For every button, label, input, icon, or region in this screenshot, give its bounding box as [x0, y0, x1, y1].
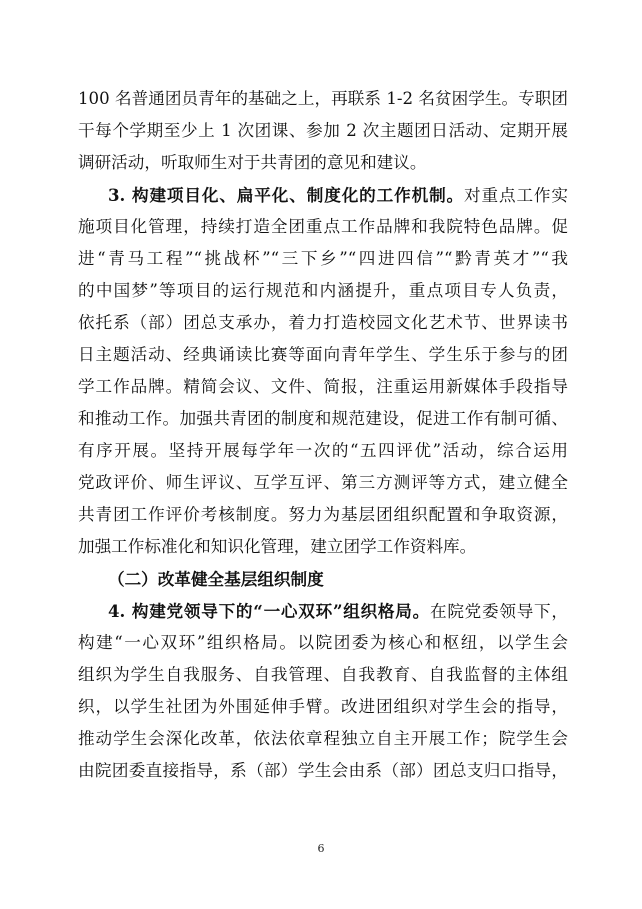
- paragraph-2-line-9: 有序开展。坚持开展每学年一次的“五四评优”活动，综合运用: [78, 441, 568, 460]
- paragraph-1-line-3: 调研活动，听取师生对于共青团的意见和建议。: [78, 153, 427, 172]
- paragraph-3-line-6: 由院团委直接指导，系（部）学生会由系（部）团总支归口指导，: [78, 761, 568, 780]
- paragraph-2-line-6: 日主题活动、经典诵读比赛等面向青年学生、学生乐于参与的团: [78, 345, 568, 364]
- paragraph-2-line-11: 共青团工作评价考核制度。努力为基层团组织配置和争取资源，: [78, 505, 568, 524]
- paragraph-3-heading: 4. 构建党领导下的“一心双环”组织格局。: [108, 601, 430, 621]
- paragraph-3-line-2: 构建“一心双环”组织格局。以院团委为核心和枢纽，以学生会: [78, 633, 568, 652]
- paragraph-2-line-10: 党政评价、师生评议、互学互评、第三方测评等方式，建立健全: [78, 473, 568, 492]
- paragraph-2-line-2: 施项目化管理，持续打造全团重点工作品牌和我院特色品牌。促: [78, 217, 568, 236]
- paragraph-2-heading: 3. 构建项目化、扁平化、制度化的工作机制。: [108, 185, 465, 205]
- paragraph-2-line-4: 的中国梦”等项目的运行规范和内涵提升，重点项目专人负责，: [78, 281, 568, 300]
- paragraph-3-line-4: 织，以学生社团为外围延伸手臂。改进团组织对学生会的指导，: [78, 697, 568, 716]
- paragraph-2-line-3: 进“青马工程”“挑战杯”“三下乡”“四进四信”“黔青英才”“我: [78, 249, 568, 268]
- paragraph-2-line-5: 依托系（部）团总支承办，着力打造校园文化艺术节、世界读书: [78, 313, 568, 332]
- paragraph-2-line-1-text: 对重点工作实: [464, 186, 569, 205]
- paragraph-1-line-2: 干每个学期至少上 1 次团课、参加 2 次主题团日活动、定期开展: [78, 121, 568, 140]
- paragraph-3-line-3: 组织为学生自我服务、自我管理、自我教育、自我监督的主体组: [78, 665, 568, 684]
- page-number: 6: [317, 842, 325, 855]
- paragraph-2-line-7: 学工作品牌。精简会议、文件、简报，注重运用新媒体手段指导: [78, 377, 568, 396]
- paragraph-2-line-8: 和推动工作。加强共青团的制度和规范建设，促进工作有制可循、: [78, 409, 568, 428]
- paragraph-1-line-1: 100 名普通团员青年的基础之上，再联系 1-2 名贫困学生。专职团: [78, 89, 568, 108]
- paragraph-3-line-5: 推动学生会深化改革，依法依章程独立自主开展工作；院学生会: [78, 729, 568, 748]
- paragraph-3-line-1-text: 在院党委领导下，: [429, 602, 568, 621]
- paragraph-2-line-1: [108, 183, 568, 208]
- paragraph-3-line-1: [108, 599, 568, 624]
- section-heading: （二）改革健全基层组织制度: [108, 569, 324, 589]
- paragraph-2-line-12: 加强工作标准化和知识化管理，建立团学工作资料库。: [78, 537, 477, 556]
